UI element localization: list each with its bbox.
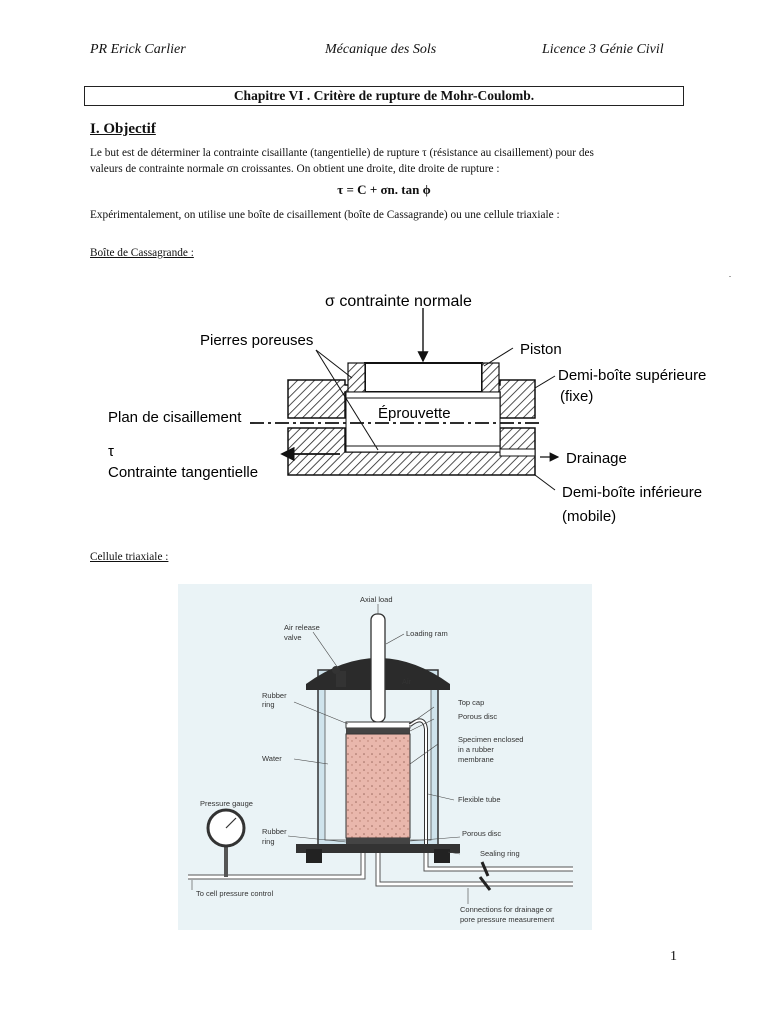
label-top-cap: Top cap [458,698,485,707]
label-piston: Piston [520,341,562,358]
label-upper-half: Demi-boîte supérieure [558,367,707,384]
label-axial-load: Axial load [360,595,393,604]
label-porous-disc-bottom: Porous disc [462,829,502,838]
porous-stone-bottom [346,446,500,452]
shear-box-caption: Boîte de Cassagrande : [90,247,194,259]
label-normal-stress: σ contrainte normale [325,293,472,310]
objective-line-1: Le but est de déterminer la contrainte cisaillante (tangentielle) de rupture τ (résistance au cisaillement) pour des [90,147,594,159]
label-sealing-ring: Sealing ring [480,849,520,858]
label-porous-disc-top: Porous disc [458,712,498,721]
drainage-channel [500,449,535,456]
triaxial-specimen [346,734,410,838]
header-course: Mécanique des Sols [325,42,437,57]
label-air-release: Air release [284,623,320,632]
triaxial-cell-diagram [178,584,592,930]
experimental-text: Expérimentalement, on utilise une boîte de cisaillement (boîte de Cassagrande) ou une cellule triaxiale : [90,209,560,221]
section-heading: I. Objectif [90,121,156,137]
label-lower-half: Demi-boîte inférieure [562,484,703,501]
porous-disc-bottom [346,838,410,844]
label-specimen-2: in a rubber [458,745,494,754]
shear-box-diagram [0,270,768,540]
page-number: 1 [670,949,677,964]
label-rubber-ring-top-1: Rubber [262,691,287,700]
failure-equation: τ = C + σn. tan ϕ [337,182,431,197]
header-level: Licence 3 Génie Civil [542,42,664,57]
label-specimen-1: Specimen enclosed [458,735,524,744]
label-rubber-ring-bot-2: ring [262,837,275,846]
label-connections-1: Connections for drainage or [460,905,553,914]
header-author: PR Erick Carlier [90,42,186,57]
label-pressure-gauge: Pressure gauge [200,799,253,808]
label-air: Air [402,677,412,686]
label-connections-2: pore pressure measurement [460,915,555,924]
label-specimen-3: membrane [458,755,494,764]
label-rubber-ring-bot-1: Rubber [262,827,287,836]
label-flexible-tube: Flexible tube [458,795,501,804]
triaxial-caption: Cellule triaxiale : [90,551,169,563]
porous-stone-top [346,392,500,398]
label-porous-stones: Pierres poreuses [200,332,314,349]
piston [365,363,482,392]
chapter-title: Chapitre VI . Critère de rupture de Mohr-Coulomb. [84,86,684,106]
label-valve: valve [284,633,302,642]
porous-disc-top [346,728,410,734]
objective-line-2: valeurs de contrainte normale σn croissantes. On obtient une droite, dite droite de rupture : [90,163,500,175]
label-shear-plane: Plan de cisaillement [108,409,242,426]
loading-ram [371,614,385,722]
label-drainage: Drainage [566,450,627,467]
label-water: Water [262,754,282,763]
label-cell-pressure: To cell pressure control [196,889,274,898]
label-rubber-ring-top-2: ring [262,700,275,709]
top-cap [346,722,410,728]
stray-mark: . [729,270,731,279]
label-loading-ram: Loading ram [406,629,448,638]
label-tau: τ [108,443,114,460]
label-tangential-stress: Contrainte tangentielle [108,464,259,481]
label-specimen: Éprouvette [378,405,451,422]
label-upper-half-note: (fixe) [560,388,594,405]
label-lower-half-note: (mobile) [562,508,617,525]
